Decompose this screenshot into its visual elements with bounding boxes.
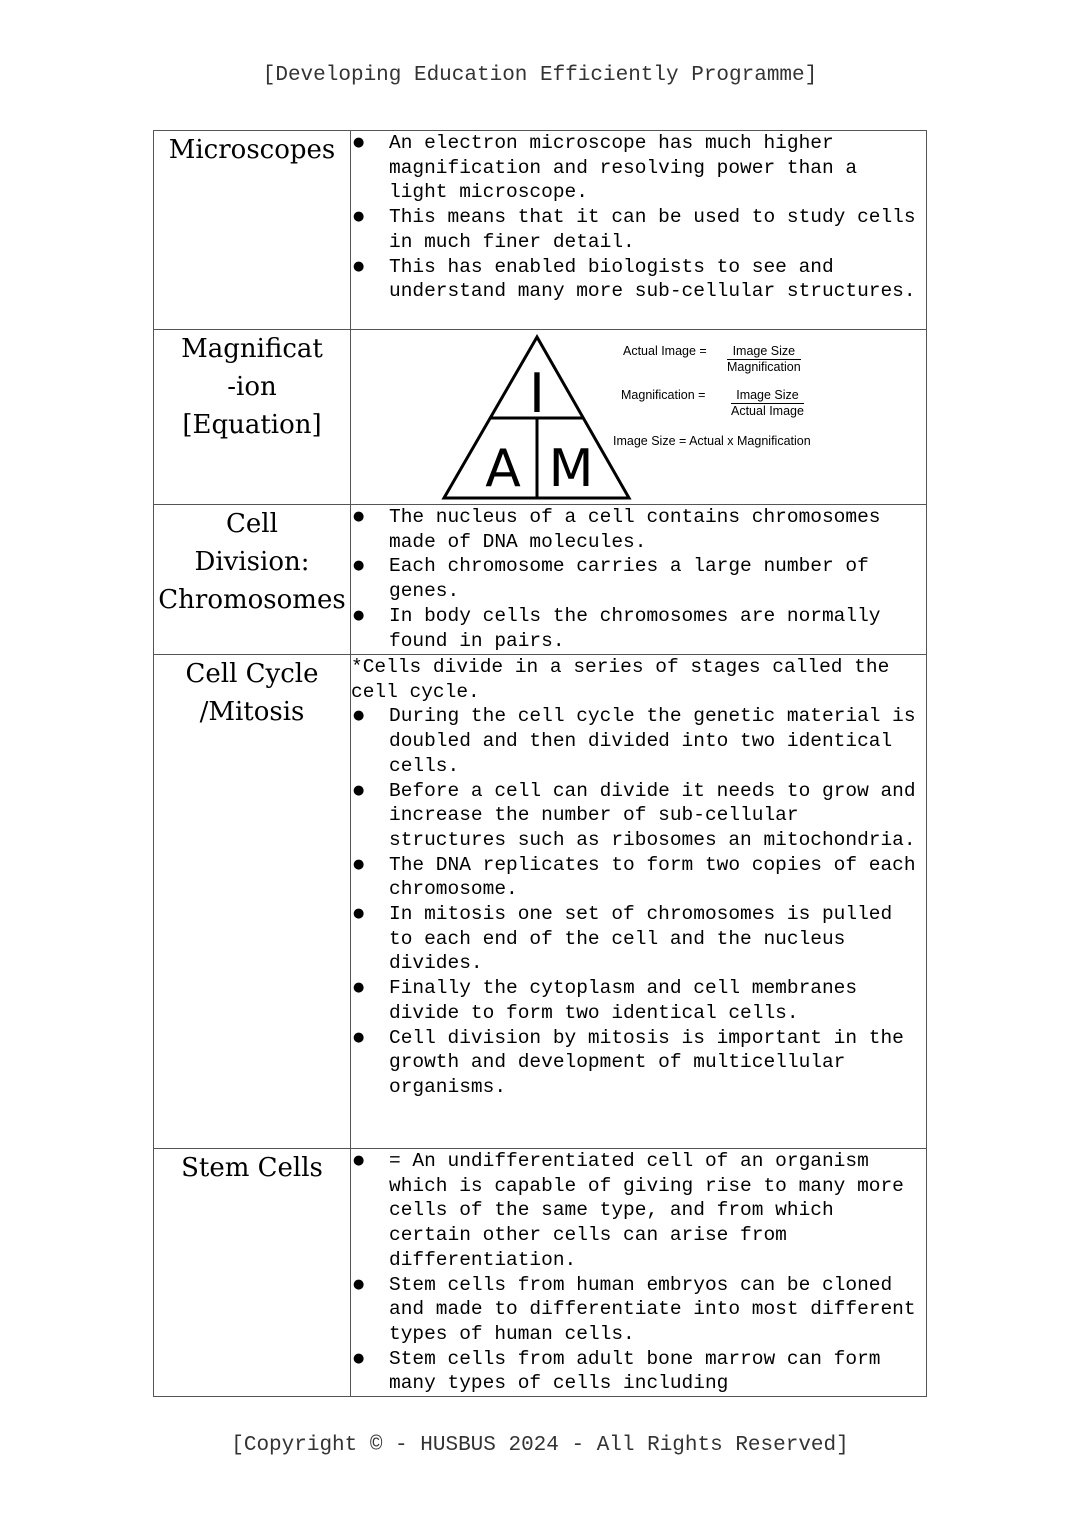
fraction-numerator: Image Size [727, 344, 801, 360]
bullet-point: ● Cell division by mitosis is important in the growth and development of multicellular organisms. [351, 1026, 926, 1100]
topic-magnification [154, 330, 351, 505]
content-chromosomes [351, 505, 927, 655]
bullet-point: ● The DNA replicates to form two copies of each chromosome. [351, 853, 926, 902]
bullet-point: ● Stem cells from human embryos can be cloned and made to differentiate into most different types of human cells. [351, 1273, 926, 1347]
content-magnification [351, 330, 927, 505]
row-mitosis [154, 655, 927, 1149]
formula-magnification-fraction [731, 388, 804, 419]
formula-magnification-label: Magnification = [621, 388, 706, 402]
iam-triangle-icon [441, 334, 633, 500]
topic-line: [Equation] [182, 410, 322, 440]
content-microscopes [351, 131, 927, 330]
fraction-numerator: Image Size [731, 388, 804, 404]
formula-image-size: Image Size = Actual x Magnification [613, 434, 811, 448]
page-footer: [Copyright © - HUSBUS 2024 - All Rights Reserved] [231, 1434, 849, 1457]
triangle-m-label: M [548, 439, 594, 499]
magnification-diagram [351, 330, 926, 502]
bullet-point: ● In body cells the chromosomes are normally found in pairs. [351, 604, 926, 653]
topic-line: Microscopes [168, 135, 336, 165]
bullet-point: ● This has enabled biologists to see and understand many more sub-cellular structures. [351, 255, 926, 304]
topic-line: Cell Cycle [185, 659, 319, 689]
topic-line: Chromosomes [158, 585, 346, 615]
topic-line: Cell [226, 509, 278, 539]
bullet-point: ● This means that it can be used to study cells in much finer detail. [351, 205, 926, 254]
row-stem-cells [154, 1149, 927, 1397]
bullet-point: ● An electron microscope has much higher magnification and resolving power than a light microscope. [351, 131, 926, 205]
bullet-point: ● The nucleus of a cell contains chromosomes made of DNA molecules. [351, 505, 926, 554]
mitosis-intro: *Cells divide in a series of stages called the cell cycle. [351, 656, 890, 703]
formula-actual-label: Actual Image = [623, 344, 707, 358]
fraction-denominator: Actual Image [731, 404, 804, 418]
row-microscopes [154, 131, 927, 330]
notes-table [153, 130, 927, 1397]
bullet-point: ● Each chromosome carries a large number of genes. [351, 554, 926, 603]
topic-stem-cells [154, 1149, 351, 1397]
bullet-point: ● Finally the cytoplasm and cell membranes divide to form two identical cells. [351, 976, 926, 1025]
page-header: [Developing Education Efficiently Programme] [262, 64, 818, 87]
bullet-point: ● Stem cells from adult bone marrow can form many types of cells including [351, 1347, 926, 1396]
topic-line: Magnificat [181, 334, 323, 364]
content-stem-cells [351, 1149, 927, 1397]
bullet-point: ● = An undifferentiated cell of an organism which is capable of giving rise to many more cells of the same type, and from which certain other cells can arise from differentiation. [351, 1149, 926, 1273]
topic-mitosis [154, 655, 351, 1149]
content-mitosis [351, 655, 927, 1149]
topic-line: -ion [227, 372, 277, 402]
triangle-i-label: I [529, 362, 545, 425]
topic-microscopes [154, 131, 351, 330]
topic-chromosomes [154, 505, 351, 655]
bullet-point: ● Before a cell can divide it needs to grow and increase the number of sub-cellular structures such as ribosomes an mitochondria. [351, 779, 926, 853]
triangle-a-label: A [485, 439, 521, 499]
row-chromosomes [154, 505, 927, 655]
topic-line: /Mitosis [199, 697, 305, 727]
bullet-point: ● In mitosis one set of chromosomes is pulled to each end of the cell and the nucleus divides. [351, 902, 926, 976]
row-magnification [154, 330, 927, 505]
bullet-point: ● During the cell cycle the genetic material is doubled and then divided into two identical cells. [351, 704, 926, 778]
fraction-denominator: Magnification [727, 360, 801, 374]
formula-actual-fraction [727, 344, 801, 375]
topic-line: Stem Cells [181, 1153, 323, 1183]
topic-line: Division: [194, 547, 310, 577]
